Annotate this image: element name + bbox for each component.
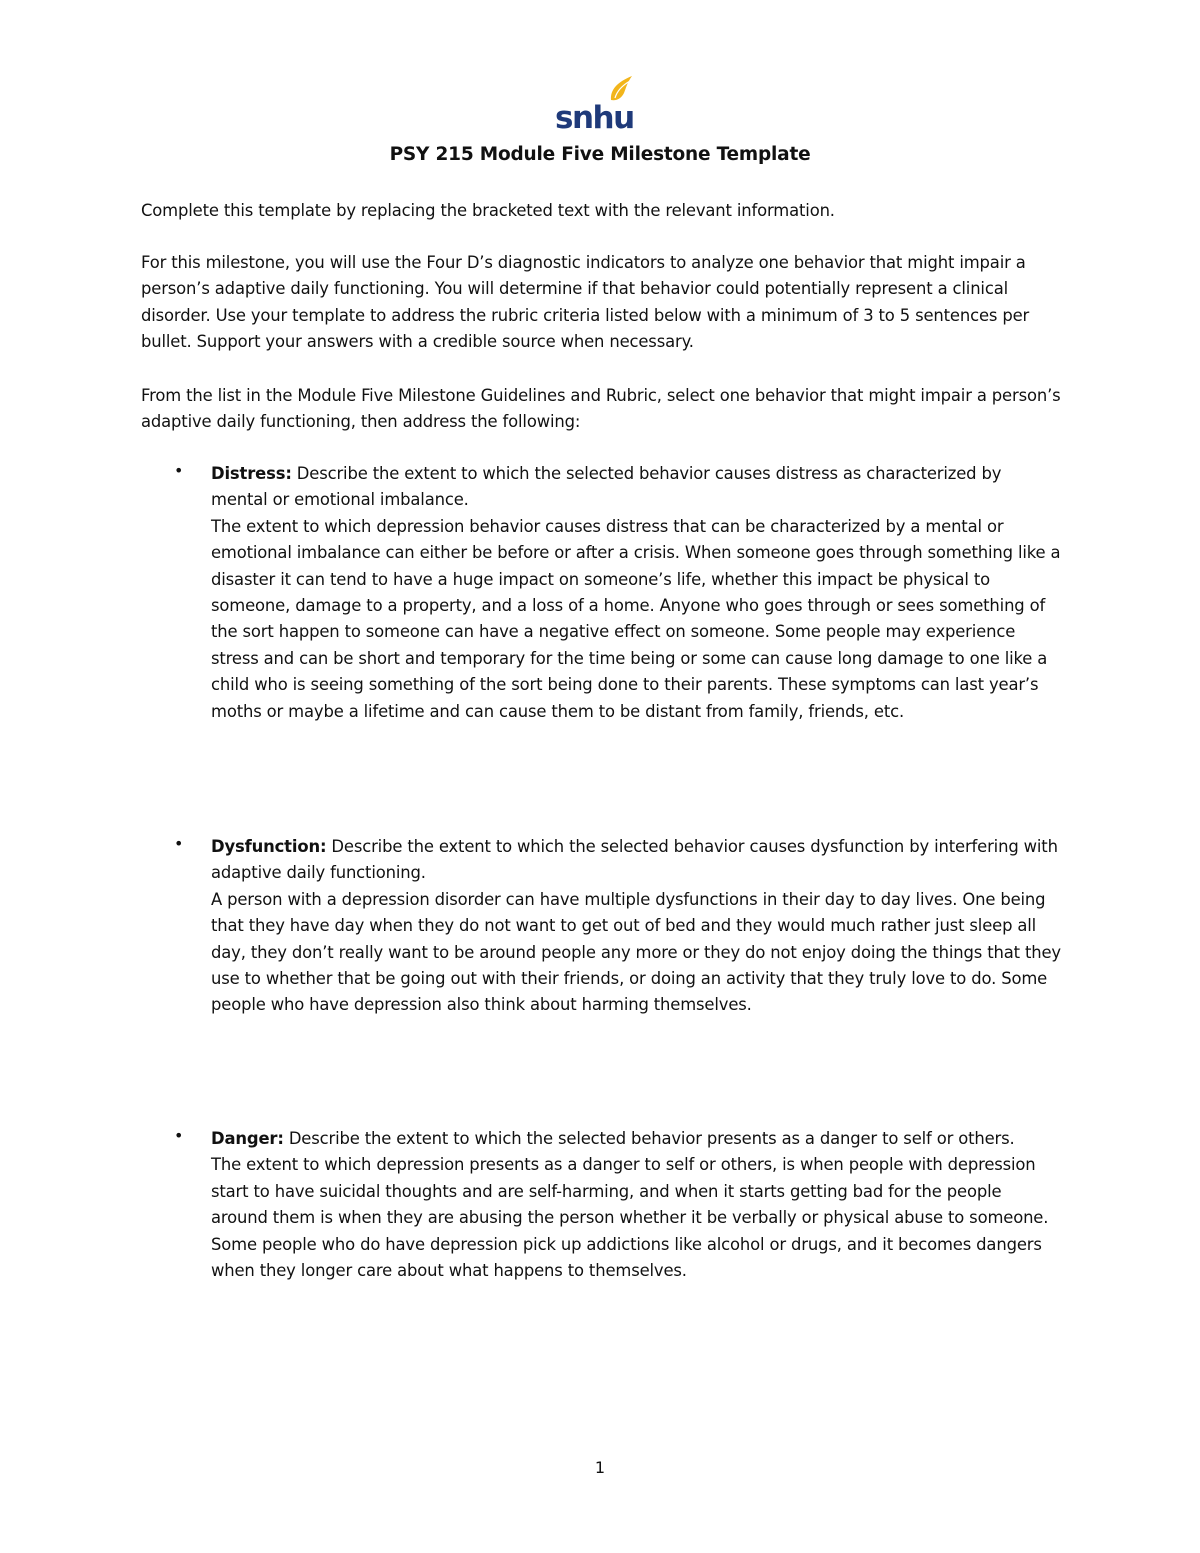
item-prompt: Describe the extent to which the selected behavior causes dysfunction by interfering with adaptive daily functioning. — [211, 837, 1058, 883]
item-distress — [211, 461, 1061, 725]
selection-prompt: From the list in the Module Five Milestone Guidelines and Rubric, select one behavior that might impair a person’s adaptive daily functioning, then address the following: — [141, 386, 1061, 432]
instructions-paragraph: For this milestone, you will use the Four D’s diagnostic indicators to analyze one behavior that might impair a person’s adaptive daily functioning. You will determine if that behavior could potentially represent a clinical disorder. Use your template to address the rubric criteria listed below with a minimum of 3 to 5 sentences per bullet. Support your answers with a credible source when necessary. — [141, 253, 1030, 352]
page-number: 1 — [594, 1458, 606, 1477]
snhu-flame-logo-icon — [553, 74, 639, 132]
bullet-distress: • — [174, 461, 184, 480]
item-answer: The extent to which depression presents as a danger to self or others, is when people with depression start to have suicidal thoughts and are self-harming, and when it starts getting bad for the people around them is when they are abusing the person whether it be verbally or physical abuse to someone. Some people who do have depression pick up addictions like alcohol or drugs, and it becomes dangers when they longer care about what happens to themselves. — [211, 1155, 1049, 1281]
item-prompt: Describe the extent to which the selected behavior causes distress as characterized by mental or emotional imbalance. — [211, 464, 1002, 510]
intro-text: Complete this template by replacing the bracketed text with the relevant information. — [141, 201, 835, 220]
bullet-danger: • — [174, 1126, 184, 1145]
item-answer: A person with a depression disorder can have multiple dysfunctions in their day to day lives. One being that they have day when they do not want to get out of bed and they would much rather just sleep all day, they don’t really want to be around people any more or they do not enjoy doing the things that they use to whether that be going out with their friends, or doing an activity that they truly love to do. Some people who have depression also think about harming themselves. — [211, 889, 1061, 1015]
item-answer: The extent to which depression behavior causes distress that can be characterized by a mental or emotional imbalance can either be before or after a crisis. When someone goes through something like a disaster it can tend to have a huge impact on someone’s life, whether this impact be physical to someone, damage to a property, and a loss of a home. Anyone who goes through or sees something of the sort happen to someone can have a negative effect on someone. Some people may experience stress and can be short and temporary for the time being or some can cause long damage to one like a child who is seeing something of the sort being done to their parents. These symptoms can last year’s moths or maybe a lifetime and can cause them to be distant from family, friends, etc. — [211, 516, 1061, 721]
svg-text:snhu: snhu — [555, 100, 634, 132]
bullet-dysfunction: • — [174, 834, 184, 853]
item-dysfunction — [211, 834, 1061, 1019]
item-prompt: Describe the extent to which the selected behavior presents as a danger to self or others. — [283, 1129, 1015, 1148]
document-title: PSY 215 Module Five Milestone Template — [389, 144, 811, 165]
item-term: Dysfunction: — [211, 837, 327, 856]
snhu-logo — [553, 74, 639, 132]
item-term: Danger: — [211, 1129, 284, 1148]
item-term: Distress: — [211, 464, 292, 483]
item-danger — [211, 1126, 1061, 1284]
